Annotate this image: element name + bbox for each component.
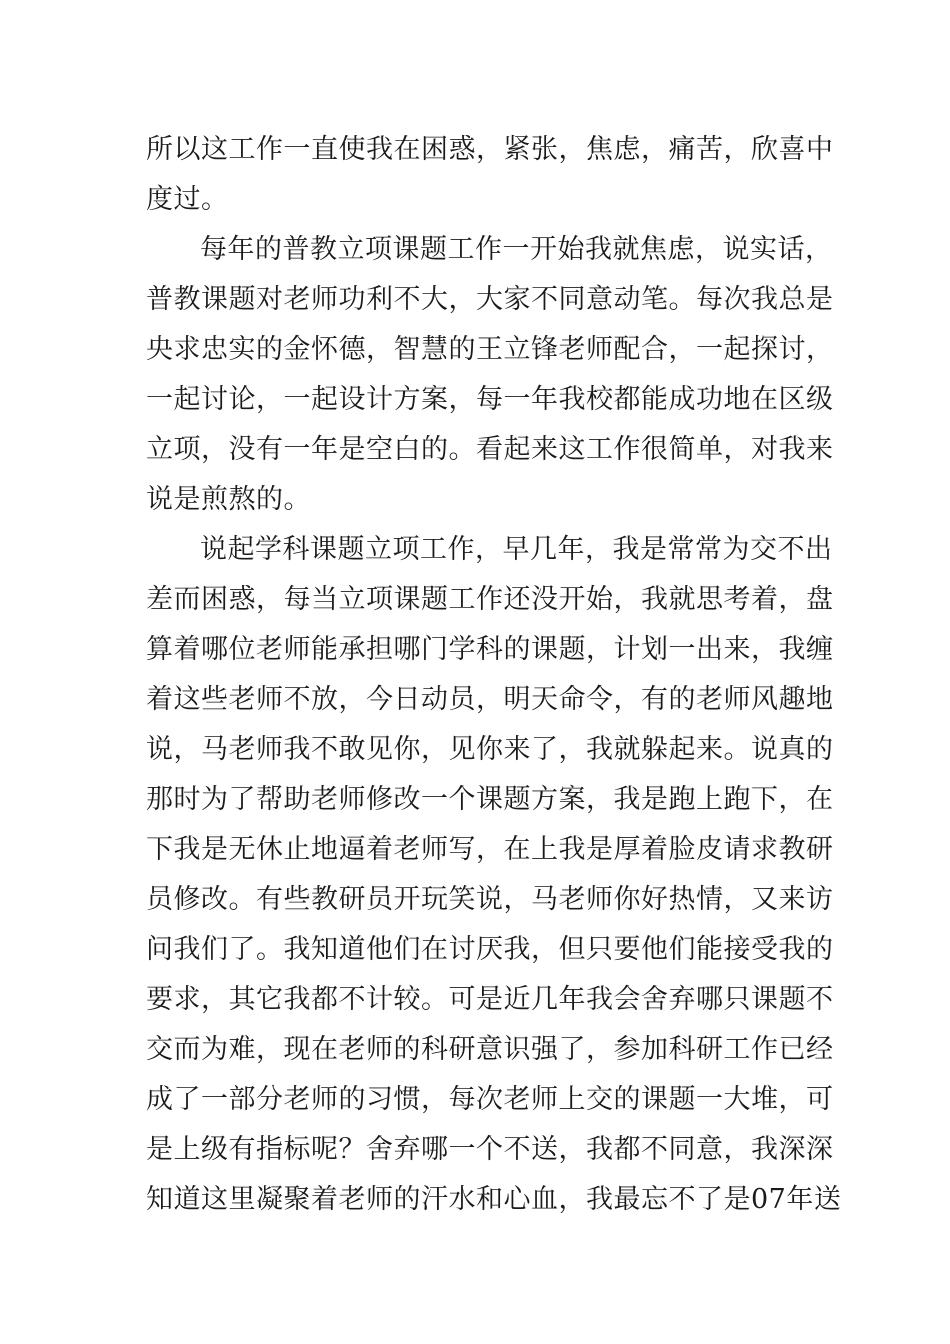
- text-line: 那时为了帮助老师修改一个课题方案，我是跑上跑下，在: [146, 784, 834, 815]
- text-line: 央求忠实的金怀德，智慧的王立锋老师配合，一起探讨，: [146, 334, 834, 365]
- text-line: 算着哪位老师能承担哪门学科的课题，计划一出来，我缠: [146, 634, 834, 665]
- paragraph-first-line: 每年的普教立项课题工作一开始我就焦虑，说实话，: [200, 234, 833, 265]
- text-line: 差而困惑，每当立项课题工作还没开始，我就思考着，盘: [146, 584, 834, 615]
- text-line: 问我们了。我知道他们在讨厌我，但只要他们能接受我的: [146, 934, 834, 965]
- text-line: 交而为难，现在老师的科研意识强了，参加科研工作已经: [146, 1034, 834, 1065]
- text-line: 说，马老师我不敢见你，见你来了，我就躲起来。说真的: [146, 734, 834, 765]
- text-line: 一起讨论，一起设计方案，每一年我校都能成功地在区级: [146, 384, 834, 415]
- text-line: 所以这工作一直使我在困惑，紧张，焦虑，痛苦，欣喜中: [146, 134, 834, 165]
- text-line: 度过。: [146, 184, 229, 215]
- text-line: 着这些老师不放，今日动员，明天命令，有的老师风趣地: [146, 684, 834, 715]
- text-line: 说是煎熬的。: [146, 484, 311, 515]
- text-line: 是上级有指标呢？舍弃哪一个不送，我都不同意，我深深: [146, 1134, 834, 1165]
- text-line: 员修改。有些教研员开玩笑说，马老师你好热情，又来访: [146, 884, 834, 915]
- text-line: 普教课题对老师功利不大，大家不同意动笔。每次我总是: [146, 284, 834, 315]
- paragraph-first-line: 说起学科课题立项工作，早几年，我是常常为交不出: [200, 534, 833, 565]
- text-line: 下我是无休止地逼着老师写，在上我是厚着脸皮请求教研: [146, 834, 834, 865]
- text-line: 立项，没有一年是空白的。看起来这工作很简单，对我来: [146, 434, 834, 465]
- text-line: 知道这里凝聚着老师的汗水和心血，我最忘不了是07年送: [146, 1184, 842, 1215]
- text-line: 成了一部分老师的习惯，每次老师上交的课题一大堆，可: [146, 1084, 834, 1115]
- text-line: 要求，其它我都不计较。可是近几年我会舍弃哪只课题不: [146, 984, 834, 1015]
